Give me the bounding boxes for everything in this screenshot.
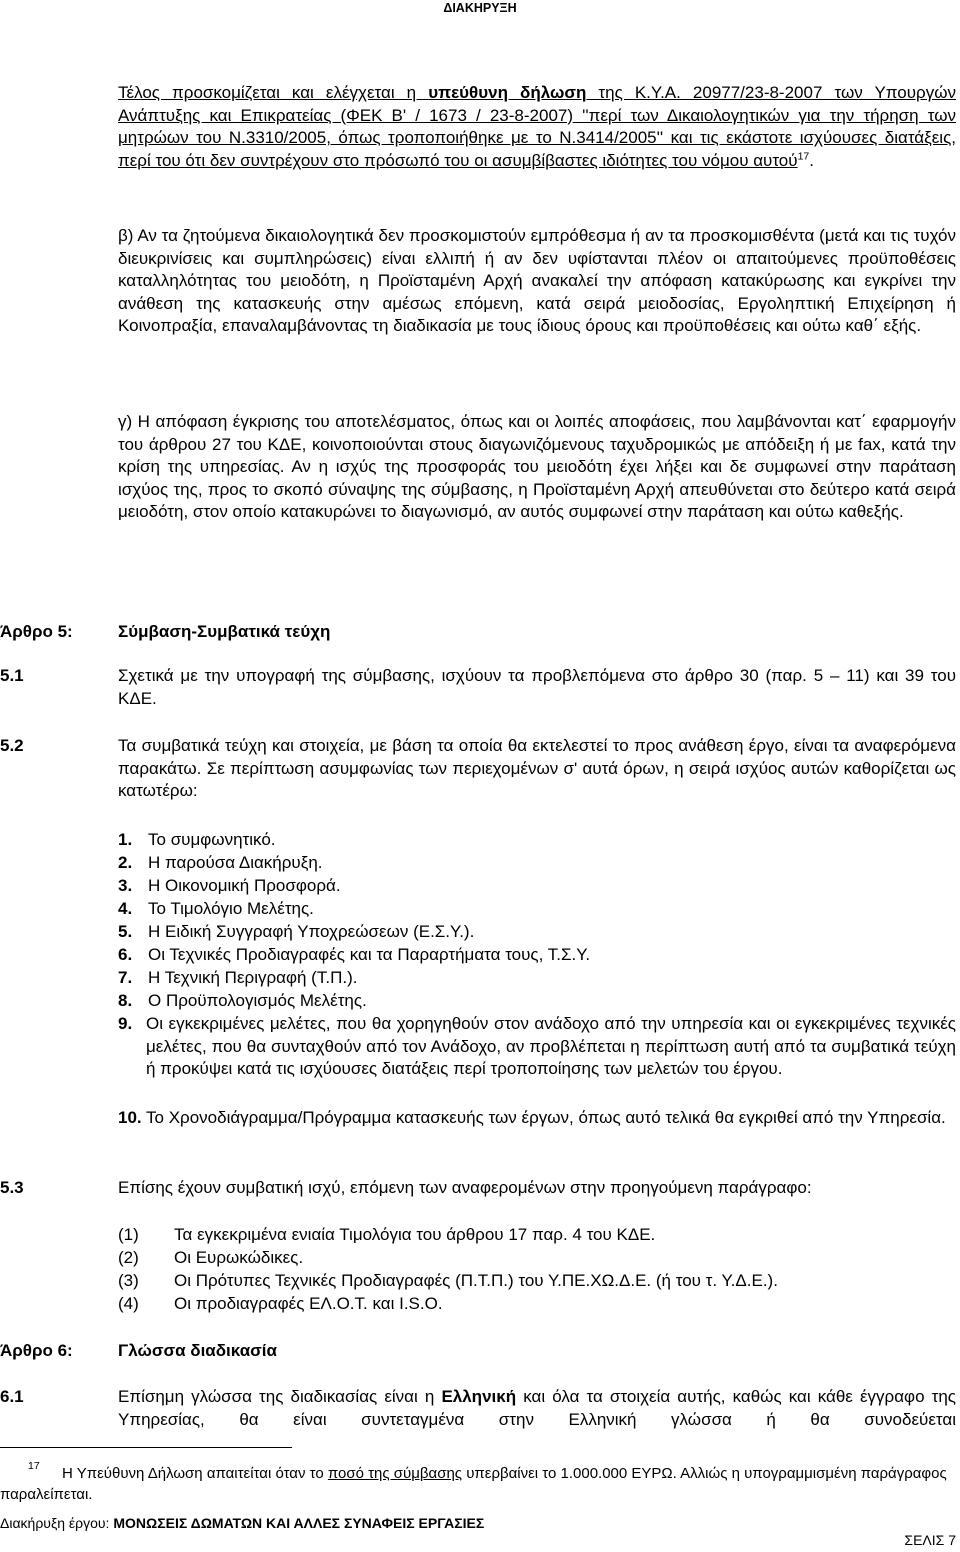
paragraph-b: β) Αν τα ζητούμενα δικαιολογητικά δεν προσκομιστούν εμπρόθεσμα ή αν τα προσκομισθέντα (μετά και τις τυχόν διευκρινίσεις και συμπληρώσεις) είναι ελλιπή ή αν δεν υφίστανται πλέον οι απαιτούμενες προϋποθέσεις καταλληλότητας του μειοδότη, η Προϊσταμένη Αρχή ανακαλεί την απόφαση κατακύρωσης και εγκρίνει την ανάθεση της κατασκευής στην αμέσως επόμενη, κατά σειρά μειοδοσίας, Εργοληπτική Επιχείρηση ή Κοινοπραξία, επαναλαμβάνοντας τη διαδικασία με τους ίδιους όρους και προϋποθέσεις και ούτω καθ΄ εξής. [118,226,956,336]
footnote-mark: 17 [28,1460,40,1472]
section-5-1-text: Σχετικά με την υπογραφή της σύμβασης, ισχύουν τα προβλεπόμενα στο άρθρο 30 (παρ. 5 – 11) και 39 του ΚΔΕ. [118,666,956,708]
list-item: (2) Οι Ευρωκώδικες. [118,1248,304,1267]
footer-label: Διακήρυξη έργου: [0,1515,110,1531]
section-6-1-text: Επίσημη γλώσσα της διαδικασίας είναι η Ελληνική και όλα τα στοιχεία αυτής, καθώς και κάθε έγγραφο της Υπηρεσίας, θα είναι συντεταγμένα στην Ελληνική γλώσσα ή θα συνοδεύεται [118,1387,956,1429]
paragraph-g: γ) Η απόφαση έγκρισης του αποτελέσματος, όπως και οι λοιπές αποφάσεις, που λαμβάνονται κατ΄ εφαρμογήν του άρθρου 27 του ΚΔΕ, κοινοποιούνται στους διαγωνιζόμενους ταχυδρομικώς με απόδειξη ή με fax, κατά την κρίση της υπηρεσίας. Αν η ισχύς της προσφοράς του μειοδότη έχει λήξει και δε συμφωνεί στην παράταση ισχύος της, προς το σκοπό σύναψης της σύμβασης, η Προϊσταμένη Αρχή απευθύνεται στο δεύτερο κατά σειρά μειοδότη, στον οποίο κατακυρώνει το διαγωνισμό, αν αυτός συμφωνεί στην παράταση και ούτω καθεξής. [118,412,956,522]
list-item: 3. Η Οικονομική Προσφορά. [118,876,341,895]
article-5-title: Σύμβαση-Συμβατικά τεύχη [118,622,331,641]
section-5-2-text: Τα συμβατικά τεύχη και στοιχεία, με βάση τα οποία θα εκτελεστεί το προς ανάθεση έργο, είναι τα αναφερόμενα παρακάτω. Σε περίπτωση ασυμφωνίας των περιεχομένων σ' αυτά όρων, η σειρά ισχύος αυτών καθορίζεται ως κατωτέρω: [118,736,956,801]
footer-title: ΜΟΝΩΣΕΙΣ ΔΩΜΑΤΩΝ ΚΑΙ ΑΛΛΕΣ ΣΥΝΑΦΕΙΣ ΕΡΓΑΣΙΕΣ [113,1515,485,1531]
footnote-ref: 17 [797,150,810,163]
list-item: 8. Ο Προϋπολογισμός Μελέτης. [118,991,367,1010]
list-item: 10. Το Χρονοδιάγραμμα/Πρόγραμμα κατασκευής των έργων, όπως αυτό τελικά θα εγκριθεί από την Υπηρεσία. [118,1108,946,1127]
intro-paragraph [118,82,956,172]
article-6-title: Γλώσσα διαδικασία [118,1341,277,1360]
list-item: 7. Η Τεχνική Περιγραφή (Τ.Π.). [118,968,358,987]
intro-bold: υπεύθυνη δήλωση [428,83,587,102]
section-6-1-number: 6.1 [0,1387,24,1406]
section-5-3-text: Επίσης έχουν συμβατική ισχύ, επόμενη των αναφερομένων στην προηγούμενη παράγραφο: [118,1178,812,1197]
list-item: 4. Το Τιμολόγιο Μελέτης. [118,899,314,918]
intro-text-1: Τέλος προσκομίζεται και ελέγχεται η [118,83,429,102]
section-5-2-number: 5.2 [0,736,24,755]
section-5-3-number: 5.3 [0,1178,24,1197]
bold-word: Ελληνική [441,1387,517,1406]
list-item: 5. Η Ειδική Συγγραφή Υποχρεώσεων (Ε.Σ.Υ.). [118,922,475,941]
list-item: 6. Οι Τεχνικές Προδιαγραφές και τα Παραρτήματα τους, Τ.Σ.Υ. [118,945,591,964]
page-header: ΔΙΑΚΗΡΥΞΗ [443,1,517,15]
list-item: 9. Οι εγκεκριμένες μελέτες, που θα χορηγηθούν στον ανάδοχο από την υπηρεσία και οι εγκεκριμένες τεχνικές μελέτες, που θα συνταχθούν από τον Ανάδοχο, αν προβλέπεται η περίπτωση αυτή από τα συμβατικά τεύχη ή προκύψει κατά τις ισχύουσες διατάξεις περί τροποποίησης των μελετών του έργου. [118,1014,956,1079]
list-item: 2. Η παρούσα Διακήρυξη. [118,853,323,872]
page-number: ΣΕΛΙΣ 7 [904,1532,956,1548]
list-item: 1. Το συμφωνητικό. [118,830,276,849]
article-6-label: Άρθρο 6: [0,1341,73,1360]
intro-text-2: της Κ.Υ.Α. 20977/23-8-2007 των Υπουργών Ανάπτυξης και Επικρατείας (ΦΕΚ Β' / 1673 / 23-8-2007) ''περί των Δικαιολογητικών για την τήρηση των μητρώων του Ν.3310/2005, όπως τροποποιήθηκε με το Ν.3414/2005'' και τις εκάστοτε ισχύουσες διατάξεις, περί του ότι δεν συντρέχουν στο πρόσωπό του οι ασυμβίβαστες ιδιότητες του νόμου αυτού [118,83,956,170]
article-5-label: Άρθρο 5: [0,622,73,641]
intro-underlined [118,83,956,170]
section-5-1-number: 5.1 [0,666,24,685]
list-item: (4) Οι προδιαγραφές ΕΛ.Ο.Τ. και I.S.O. [118,1294,443,1313]
footnote-underlined: ποσό της σύμβασης [327,1465,463,1482]
footnote-text: Η Υπεύθυνη Δήλωση απαιτείται όταν το ποσό της σύμβασης υπερβαίνει το 1.000.000 ΕΥΡΩ. Αλλιώς η υπογραμμισμένη παράγραφος παραλείπεται. [0,1465,947,1503]
footnote-divider [0,1447,292,1448]
intro-text-3: . [809,150,814,170]
list-item: (1) Τα εγκεκριμένα ενιαία Τιμολόγια του άρθρου 17 παρ. 4 του ΚΔΕ. [118,1225,656,1244]
list-item: (3) Οι Πρότυπες Τεχνικές Προδιαγραφές (Π.Τ.Π.) του Υ.ΠΕ.ΧΩ.Δ.Ε. (ή του τ. Υ.Δ.Ε.). [118,1271,778,1290]
page-footer [0,1515,484,1531]
